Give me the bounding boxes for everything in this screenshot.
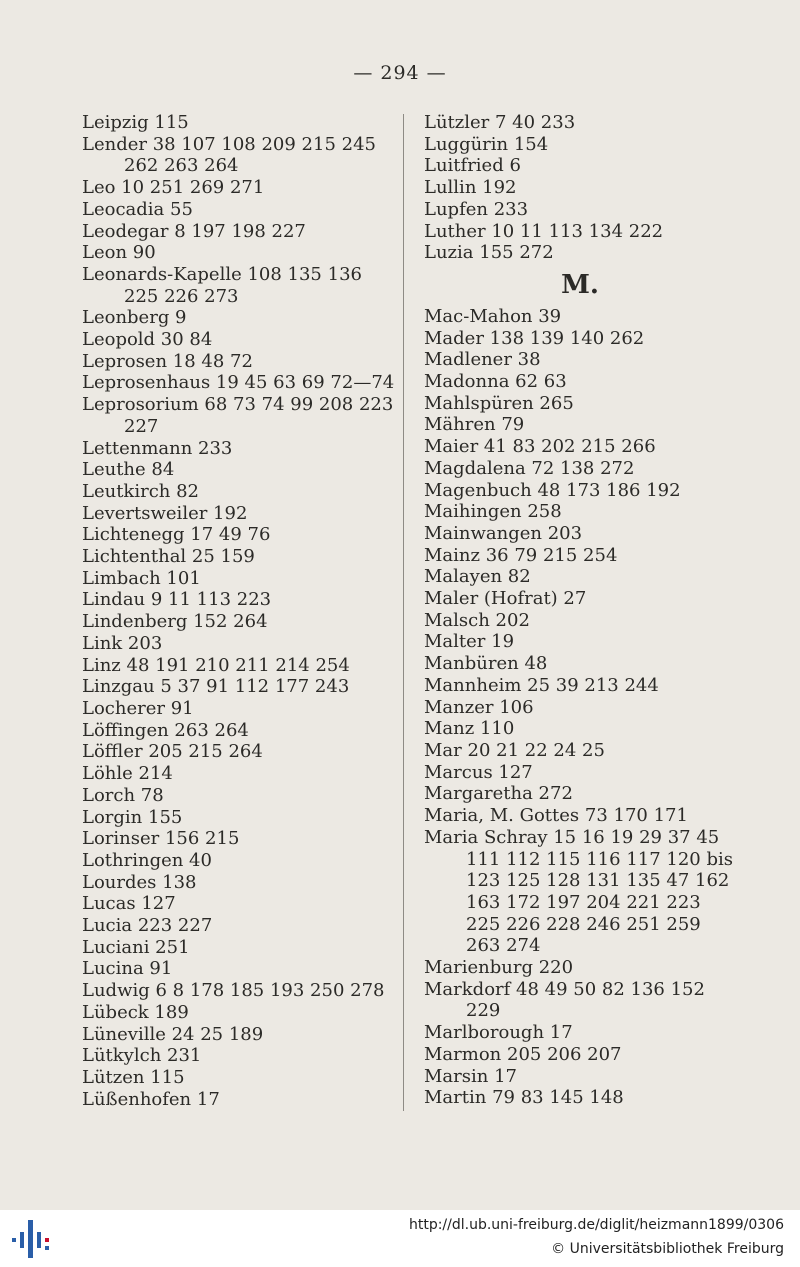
index-entry: Leon 90 [82, 242, 156, 264]
index-entry: Limbach 101 [82, 567, 201, 589]
index-entry: Leo 10 251 269 271 [82, 177, 265, 199]
index-entry: Lettenmann 233 [82, 437, 233, 459]
index-entry: Leonberg 9 [82, 307, 187, 329]
index-entry: Mainwangen 203 [424, 522, 583, 544]
index-entry: Marienburg 220 [424, 957, 574, 979]
index-entry: Leopold 30 84 [82, 329, 213, 351]
index-entry: Link 203 [82, 632, 163, 654]
index-entry: Leonards-Kapelle 108 135 136 225 226 273 [82, 263, 362, 307]
index-entry: Lullin 192 [424, 177, 517, 199]
index-entry: Maier 41 83 202 215 266 [424, 436, 656, 458]
index-entry: Magdalena 72 138 272 [424, 457, 635, 479]
column-divider [403, 114, 404, 1111]
index-entry: Lourdes 138 [82, 871, 197, 893]
index-entry: Margaretha 272 [424, 783, 573, 805]
index-entry: Marsin 17 [424, 1065, 517, 1087]
index-entry: Lorinser 156 215 [82, 828, 240, 850]
index-entry: Mader 138 139 140 262 [424, 327, 645, 349]
index-column-left [82, 112, 402, 1110]
index-entry: Leuthe 84 [82, 459, 175, 481]
index-entry: Locherer 91 [82, 697, 194, 719]
index-entry: Marmon 205 206 207 [424, 1043, 622, 1065]
index-entry: Leprosen 18 48 72 [82, 350, 253, 372]
index-entry: Leipzig 115 [82, 112, 189, 133]
index-entry: Malayen 82 [424, 566, 531, 588]
index-entry: Löffingen 263 264 [82, 719, 249, 741]
index-entry: Leprosorium 68 73 74 99 208 223 227 [82, 394, 394, 437]
index-entry: Linzgau 5 37 91 112 177 243 [82, 676, 350, 698]
index-column-right [424, 112, 736, 1109]
index-entry: Leocadia 55 [82, 198, 193, 220]
index-entry: Lindau 9 11 113 223 [82, 589, 272, 611]
index-entry: Lüneville 24 25 189 [82, 1023, 264, 1045]
index-entry: Magenbuch 48 173 186 192 [424, 479, 681, 501]
source-url[interactable]: http://dl.ub.uni-freiburg.de/diglit/heizmann1899/0306 [408, 1217, 784, 1233]
section-letter-heading: M. [561, 269, 599, 300]
index-entry: Mähren 79 [424, 414, 525, 436]
index-entry: Mar 20 21 22 24 25 [424, 739, 605, 761]
index-entry: Maler (Hofrat) 27 [424, 588, 587, 610]
university-library-logo [10, 1218, 54, 1260]
index-entry: Luciani 251 [82, 936, 190, 958]
index-entry: Malsch 202 [424, 609, 530, 631]
index-entry: Marlborough 17 [424, 1022, 573, 1044]
index-entry: Löhle 214 [82, 763, 173, 785]
index-entry: Luther 10 11 113 134 222 [424, 220, 664, 242]
index-entry: Marcus 127 [424, 761, 533, 783]
copyright-notice: © Universitätsbibliothek Freiburg [551, 1241, 784, 1257]
index-entry: Maria, M. Gottes 73 170 171 [424, 805, 688, 827]
index-entry: Lorgin 155 [82, 806, 183, 828]
index-entry: Mac-Mahon 39 [424, 305, 562, 327]
index-entry: Lucia 223 227 [82, 915, 213, 937]
index-entry: Mainz 36 79 215 254 [424, 544, 618, 566]
index-entry: Mannheim 25 39 213 244 [424, 674, 659, 696]
index-entry: Luzia 155 272 [424, 242, 554, 264]
index-entry: Luitfried 6 [424, 155, 521, 177]
index-entry: Markdorf 48 49 50 82 136 152 229 [424, 978, 705, 1022]
index-entry: Martin 79 83 145 148 [424, 1087, 624, 1109]
index-entry: Lützen 115 [82, 1066, 185, 1088]
index-entry: Madonna 62 63 [424, 371, 567, 393]
index-entry: Lupfen 233 [424, 198, 529, 220]
index-entry: Manbüren 48 [424, 653, 548, 675]
index-entry: Lender 38 107 108 209 215 245 262 263 264 [82, 133, 376, 177]
index-entry: Leodegar 8 197 198 227 [82, 220, 306, 242]
index-entry: Manz 110 [424, 718, 515, 740]
index-entry: Luggürin 154 [424, 133, 549, 155]
page-number: — 294 — [353, 62, 447, 84]
index-entry: Lüßenhofen 17 [82, 1088, 220, 1110]
index-entry: Mahlspüren 265 [424, 392, 574, 414]
index-entry: Linz 48 191 210 211 214 254 [82, 654, 350, 676]
index-entry: Lübeck 189 [82, 1001, 189, 1023]
index-entry: Lichtenthal 25 159 [82, 546, 255, 568]
index-entry: Lindenberg 152 264 [82, 611, 268, 633]
index-entry: Leprosenhaus 19 45 63 69 72—74 [82, 372, 395, 394]
index-entry: Lützler 7 40 233 [424, 112, 576, 133]
index-entry: Lucas 127 [82, 893, 176, 915]
index-entry: Madlener 38 [424, 349, 541, 371]
index-entry: Löffler 205 215 264 [82, 741, 263, 763]
index-entry: Maihingen 258 [424, 501, 562, 523]
index-entry: Levertsweiler 192 [82, 502, 248, 524]
index-entry: Malter 19 [424, 631, 515, 653]
index-entry: Manzer 106 [424, 696, 534, 718]
index-entry: Leutkirch 82 [82, 480, 199, 502]
index-entry: Ludwig 6 8 178 185 193 250 278 [82, 980, 385, 1002]
index-entry: Lichtenegg 17 49 76 [82, 524, 271, 546]
index-entry: Lucina 91 [82, 958, 173, 980]
index-entry: Lütkylch 231 [82, 1045, 202, 1067]
index-entry: Lothringen 40 [82, 849, 212, 871]
index-entry: Maria Schray 15 16 19 29 37 45 111 112 115 116 117 120 bis 123 125 128 131 135 47 162 163 172 197 204 221 223 225 226 228 246 251 259 263 274 [424, 826, 733, 957]
index-entry: Lorch 78 [82, 784, 164, 806]
